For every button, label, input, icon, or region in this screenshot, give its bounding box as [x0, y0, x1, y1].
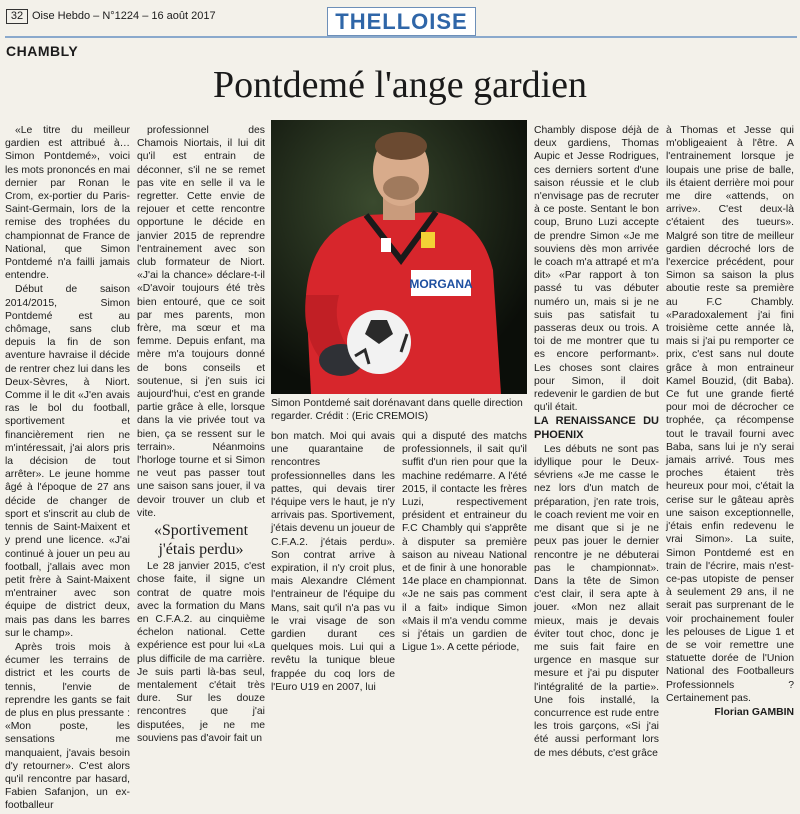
goalkeeper-photo [271, 120, 527, 394]
article-column-1 [5, 124, 130, 814]
article-column-5 [534, 124, 659, 761]
article-kicker: CHAMBLY [6, 43, 79, 59]
paragraph: qui a disputé des matchs professionnels, il sait qu'il suffit d'un rien pour que la machine redémarre. A l'été 2015, il contacte les frères Luzi, respectivement président et entraineur du F.C Chambly qui s'apprête à disputer sa première saison au niveau National et de finir à une honorable 14e place en championnat. «Je ne sais pas comment il a fait» indique Simon «Mais il m'a vendu comme si j'étais un gardien de Ligue 1». A cette période, [402, 431, 527, 654]
section-title: THELLOISE [327, 7, 476, 36]
publication-info: Oise Hebdo – N°1224 – 16 août 2017 [32, 10, 216, 22]
article-photo [271, 120, 527, 394]
article-column-2 [137, 124, 265, 746]
paragraph: Le 28 janvier 2015, c'est chose faite, il signe un contrat de quatre mois avec la formation du Mans en C.F.A.2. au cinquième échelon national. Cette expérience est pour lui «La plus difficile de ma carrière. Je suis parti là-bas seul, mentalement c'était très dure. Sur les douze rencontres que j'ai disputées, je ne me souviens pas d'avoir fait un [137, 561, 265, 744]
article-title: Pontdemé l'ange gardien [212, 64, 588, 106]
page-number: 32 [6, 9, 28, 24]
paragraph: Chambly dispose déjà de deux gardiens, Thomas Aupic et Jesse Rodrigues, ces derniers sortent d'une saison réussie et le club n'envisage pas de recruter à ce poste. Sentant le bon coup, Bruno Luzi accepte de prendre Simon «Je me souviens dès mon arrivée le coach m'a attrapé et m'a dit» «Par rapport à ton passé tu vas débuter numéro un, mais si je ne suis pas satisfait tu passeras deux ou trois. A toi de me montrer que tu es encore performant». Les choses sont claires pour Simon, il doit redevenir le gardien de but qu'il était. [534, 125, 659, 414]
paragraph: professionnel des Chamois Niortais, il lui dit qu'il est entrain de déconner, s'il ne se remet pas vite en selle il va le regretter. Cette envie de rejouer et cette rencontre opportune le décide en janvier 2015 de reprendre l'entrainement avec son club formateur de Niort. «J'ai la chance» déclare-t-il «D'avoir toujours été très bien entouré, que ce soit par mes parents, mon frère, ma sœur et ma femme. Depuis enfant, ma mère m'a toujours donné de bons conseils et soutenue, si j'en suis ici aujourd'hui, c'est en grande partie grâce à elle, lorsque dans la vie privée tout va bien, ça se ressent sur le terrain». Néanmoins l'horloge tourne et si Simon ne veut pas passer tout une saison sans jouer, il va devoir trouver un club et vite. [137, 125, 265, 519]
article-column-3 [271, 430, 395, 695]
paragraph: bon match. Moi qui avais une quarantaine de rencontres professionnelles dans les pattes, qui devais tirer l'équipe vers le haut, je n'y arrivais pas. Sportivement, j'étais devenu un joueur de C.F.A.2. j'étais perdu». Son contrat arrive à expiration, il n'y croit plus, mais Alexandre Clément l'entraineur de l'équipe du Mans, sait qu'il n'a pas vu le vrai visage de son gardien durant ces quelques mois. Lui qui a revêtu la tunique bleue frappée du coq lors de l'Euro U19 en 2007, lui [271, 431, 395, 693]
jersey-sponsor: MORGANA [409, 277, 473, 291]
paragraph: Après trois mois à écumer les terrains de district et les courts de tennis, l'envie de reprendre les gants se fait de plus en plus pressante : «Mon poste, les sensations me manquaient, j'avais besoin d'y retourner». C'est alors qu'il rencontre par hasard, Fabien Safanjon, un ex-footballeur [5, 641, 130, 812]
article-column-6 [666, 124, 794, 720]
subheading: LA RENAISSANCE DU PHOENIX [534, 415, 659, 441]
paragraph: à Thomas et Jesse qui m'obligeaient à l'être. A l'entrainement lorsque je loupais une prise de balle, ils étaient derrière moi pour me dire «attends, on arrive». C'est deux-là c'étaient des tueurs». Malgré son titre de meilleur gardien décroché lors de l'exercice précédent, pour Simon sa saison la plus aboutie reste sa première au F.C Chambly. «Paradoxalement j'ai fini troisième cette année là, mais si j'ai pu remporter ce prix, c'est sans nul doute grâce à mon entraineur Kamel Bouzid, (dit Baba). Ce fut une grande fierté pour moi de décrocher ce trophée, ça récompense tout le travail fourni avec Baba, sans lui je n'y serai jamais arrivé. Tous mes proches étaient très heureux pour moi, c'était la cerise sur le gâteau après une saison exceptionnelle, j'étais enfin redevenu le vrai Simon». La suite, Simon Pontdemé est en train de l'écrire, mais n'est-ce-pas utopiste de penser à seulement 29 ans, il ne serait pas surprenant de le voir prochainement fouler les pelouses de Ligue 1 et de se voir remettre une statuette dorée de l'Union National des Footballeurs Professionnels ? Certainement pas. [666, 125, 794, 704]
paragraph: «Le titre du meilleur gardien est attribué à…Simon Pontdemé», voici les mots prononcés en mai dernier par Ronan le Crom, ex-portier du Paris-Saint-Germain, lors de la remise des trophées du championnat de France de National, que Simon Pontdemé n'a failli jamais entendre. [5, 125, 130, 282]
photo-caption: Simon Pontdemé sait dorénavant dans quelle direction regarder. Crédit : (Eric CREMOIS) [271, 398, 523, 422]
interheading: «Sportivement j'étais perdu» [153, 522, 249, 559]
paragraph: Les débuts ne sont pas idyllique pour le Deux-sévriens «Je me casse le nez lors d'un match de préparation, j'en rate trois, le coach revient me voir en me disant que si je ne peux pas jouer le dernier rencontre je ne débuterai pas le championnat». Dans la tête de Simon c'est clair, il sera apte à jouer. «Mon nez allait mieux, mais je devais éviter tout choc, donc je me suis fait faire en urgence en masque sur mesure et j'ai pu disputer l'intégralité de la partie». Une fois installé, la concurrence est rude entre les trois garçons, «Si j'ai été aussi performant lors de mes débuts, c'est grâce [534, 443, 659, 759]
article-column-4 [402, 430, 527, 655]
page-header [0, 0, 800, 40]
author-signature: Florian GAMBIN [714, 706, 794, 718]
paragraph: Début de saison 2014/2015, Simon Pontdemé est au chômage, sans club depuis la fin de son aventure havraise il décide de rentrer chez lui dans les Deux-Sèvres, à Niort. Comme il le dit «J'en avais ras le bol du football, sportivement et financièrement rien ne m'intéressait, j'ai alors pris la décision de tout arrêter». Le jeune homme âgé à l'époque de 27 ans décide de changer de sport et s'inscrit au club de tennis de Saint-Maixent et y prend une licence. «J'ai continué à jouer un peu au football, j'allais avec mon petit frère à Saint-Maixent m'entrainer avec son équipe de district deux, mais pas dans les barres sur le champ». [5, 284, 130, 639]
header-rule [5, 36, 797, 38]
